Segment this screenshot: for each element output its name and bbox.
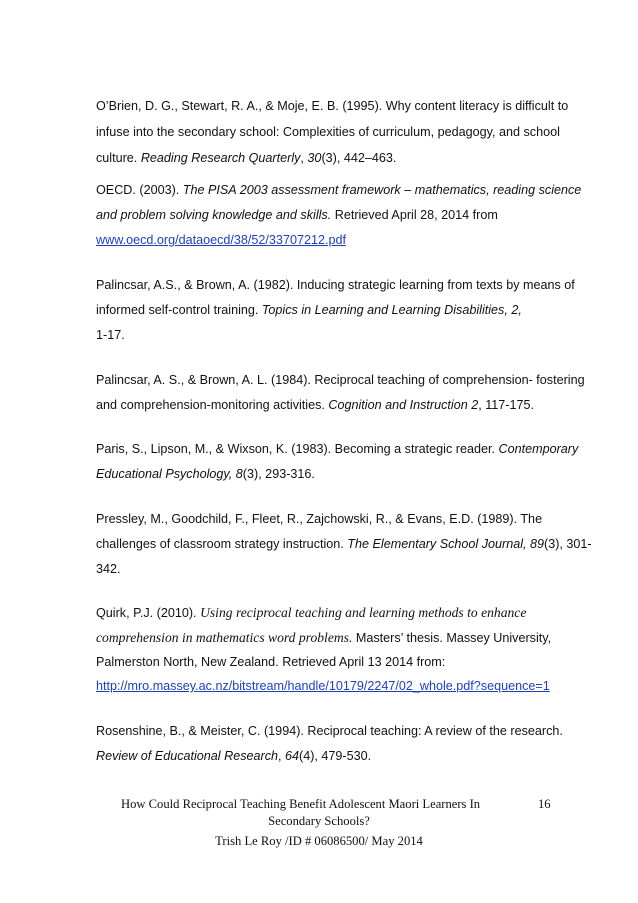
reference-line: Paris, S., Lipson, M., & Wixson, K. (1983). Becoming a strategic reader. Contemporary [96, 442, 579, 456]
journal-title: Contemporary [498, 442, 579, 456]
reference-line: Palincsar, A. S., & Brown, A. L. (1984). Reciprocal teaching of comprehension- fostering [96, 373, 585, 387]
journal-title: Cognition and Instruction 2 [328, 398, 479, 412]
reference-line: Palincsar, A.S., & Brown, A. (1982). Inducing strategic learning from texts by means of [96, 278, 575, 292]
footer-title: How Could Reciprocal Teaching Benefit Adolescent Maori Learners In [121, 797, 481, 811]
journal-title: Review of Educational Research [96, 749, 279, 763]
reference-line: challenges of classroom strategy instruction. The Elementary School Journal, 89(3), 301- [96, 537, 592, 551]
work-title: The PISA 2003 assessment framework – mathematics, reading science [182, 183, 582, 197]
work-title: Using reciprocal teaching and learning methods to enhance [200, 605, 527, 620]
page-number: 16 [538, 797, 551, 811]
footer-title-line2: Secondary Schools? [268, 814, 370, 828]
reference-line: informed self-control training. Topics in Learning and Learning Disabilities, 2, [96, 303, 522, 317]
massey-url-link[interactable]: http://mro.massey.ac.nz/bitstream/handle/10179/2247/02_whole.pdf?sequence=1 [96, 679, 550, 693]
reference-line: comprehension in mathematics word problems. Masters’ thesis. Massey University, [96, 630, 552, 645]
reference-line: Pressley, M., Goodchild, F., Fleet, R., Zajchowski, R., & Evans, E.D. (1989). The [96, 512, 543, 526]
footer-author: Trish Le Roy /ID # 06086500/ May 2014 [215, 834, 423, 848]
reference-line: Review of Educational Research, 64(4), 479-530. [96, 749, 372, 763]
reference-line: O’Brien, D. G., Stewart, R. A., & Moje, E. B. (1995). Why content literacy is difficult to [96, 99, 569, 113]
reference-line: and comprehension-monitoring activities. Cognition and Instruction 2, 117-175. [96, 398, 535, 412]
reference-line: Palmerston North, New Zealand. Retrieved April 13 2014 from: [96, 655, 446, 669]
oecd-url-link[interactable]: www.oecd.org/dataoecd/38/52/33707212.pdf [96, 233, 346, 247]
journal-title: Topics in Learning and Learning Disabilities, 2, [261, 303, 522, 317]
reference-line: Quirk, P.J. (2010). Using reciprocal teaching and learning methods to enhance [96, 605, 527, 620]
reference-line: culture. Reading Research Quarterly, 30(3), 442–463. [96, 151, 397, 165]
reference-line: OECD. (2003). The PISA 2003 assessment framework – mathematics, reading science [96, 183, 582, 197]
reference-line: Educational Psychology, 8(3), 293-316. [96, 467, 315, 481]
reference-line: 1-17. [96, 328, 125, 342]
reference-line: 342. [96, 562, 121, 576]
journal-title: Reading Research Quarterly [140, 151, 301, 165]
reference-line: infuse into the secondary school: Complexities of curriculum, pedagogy, and school [96, 125, 560, 139]
reference-line: and problem solving knowledge and skills. Retrieved April 28, 2014 from [96, 208, 498, 222]
journal-title: The Elementary School Journal, 89 [347, 537, 545, 551]
reference-line: Rosenshine, B., & Meister, C. (1994). Reciprocal teaching: A review of the research. [96, 724, 563, 738]
